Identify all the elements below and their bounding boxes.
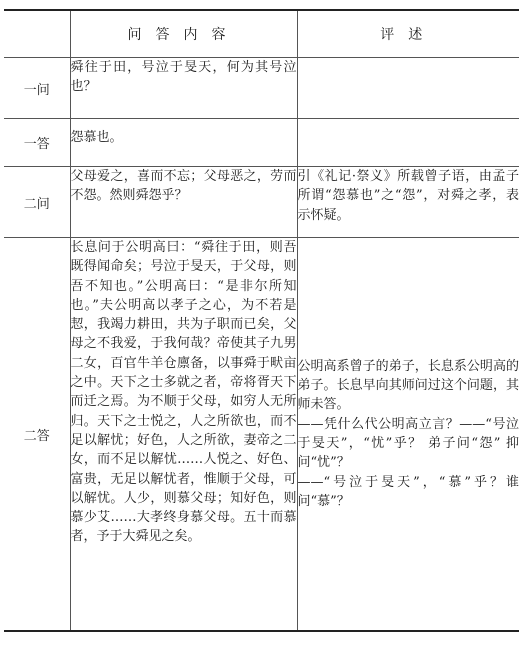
row-label: 二答: [4, 238, 70, 632]
table-row: [4, 119, 519, 167]
header-col-comment: 评述: [297, 10, 519, 58]
row-label: 二问: [4, 167, 70, 238]
table-row: [4, 167, 519, 238]
qa-table: [4, 9, 519, 632]
table-row: [4, 58, 519, 119]
row-content: 舜往于田，号泣于旻天，何为其号泣也？: [70, 58, 297, 119]
table-row: [4, 238, 519, 632]
row-content: 怨慕也。: [70, 119, 297, 167]
row-label: 一答: [4, 119, 70, 167]
row-label: 一问: [4, 58, 70, 119]
row-comment: [297, 119, 519, 167]
row-comment: [297, 58, 519, 119]
header-col-content: 问答内容: [70, 10, 297, 58]
header-row: [4, 10, 519, 58]
row-comment: 引《礼记·祭义》所载曾子语，由孟子所谓“怨慕也”之“怨”，对舜之孝，表示怀疑。: [297, 167, 519, 238]
header-col-label: [4, 10, 70, 58]
row-content: 长息问于公明高曰：“舜往于田，则吾既得闻命矣；号泣于旻天，于父母，则吾不知也。”公明高曰：“是非尔所知也。”夫公明高以孝子之心，为不若是恝，我竭力耕田，共为子职而已矣，父母之不我爱，于我何哉？帝使其子九男二女，百官牛羊仓廪备，以事舜于畎亩之中。天下之士多就之者，帝将胥天下而迁之焉。为不顺于父母，如穷人无所归。天下之士悦之，人之所欲也，而不足以解忧；好色，人之所欲，妻帝之二女，而不足以解忧……人悦之、好色、富贵，无足以解忧者，惟顺于父母，可以解忧。人少，则慕父母；知好色，则慕少艾……大孝终身慕父母。五十而慕者，予于大舜见之矣。: [70, 238, 297, 632]
row-comment: 公明高系曾子的弟子，长息系公明高的弟子。长息早向其师问过这个问题，其师未答。 ——凭什么代公明高立言？——“号泣于旻天”，“忧”乎？ 弟子问“怨” 抑问“忧”？ ——“号泣于旻天”，“慕”乎？谁问“慕”？: [297, 238, 519, 632]
row-content: 父母爱之，喜而不忘；父母恶之，劳而不怨。然则舜怨乎？: [70, 167, 297, 238]
